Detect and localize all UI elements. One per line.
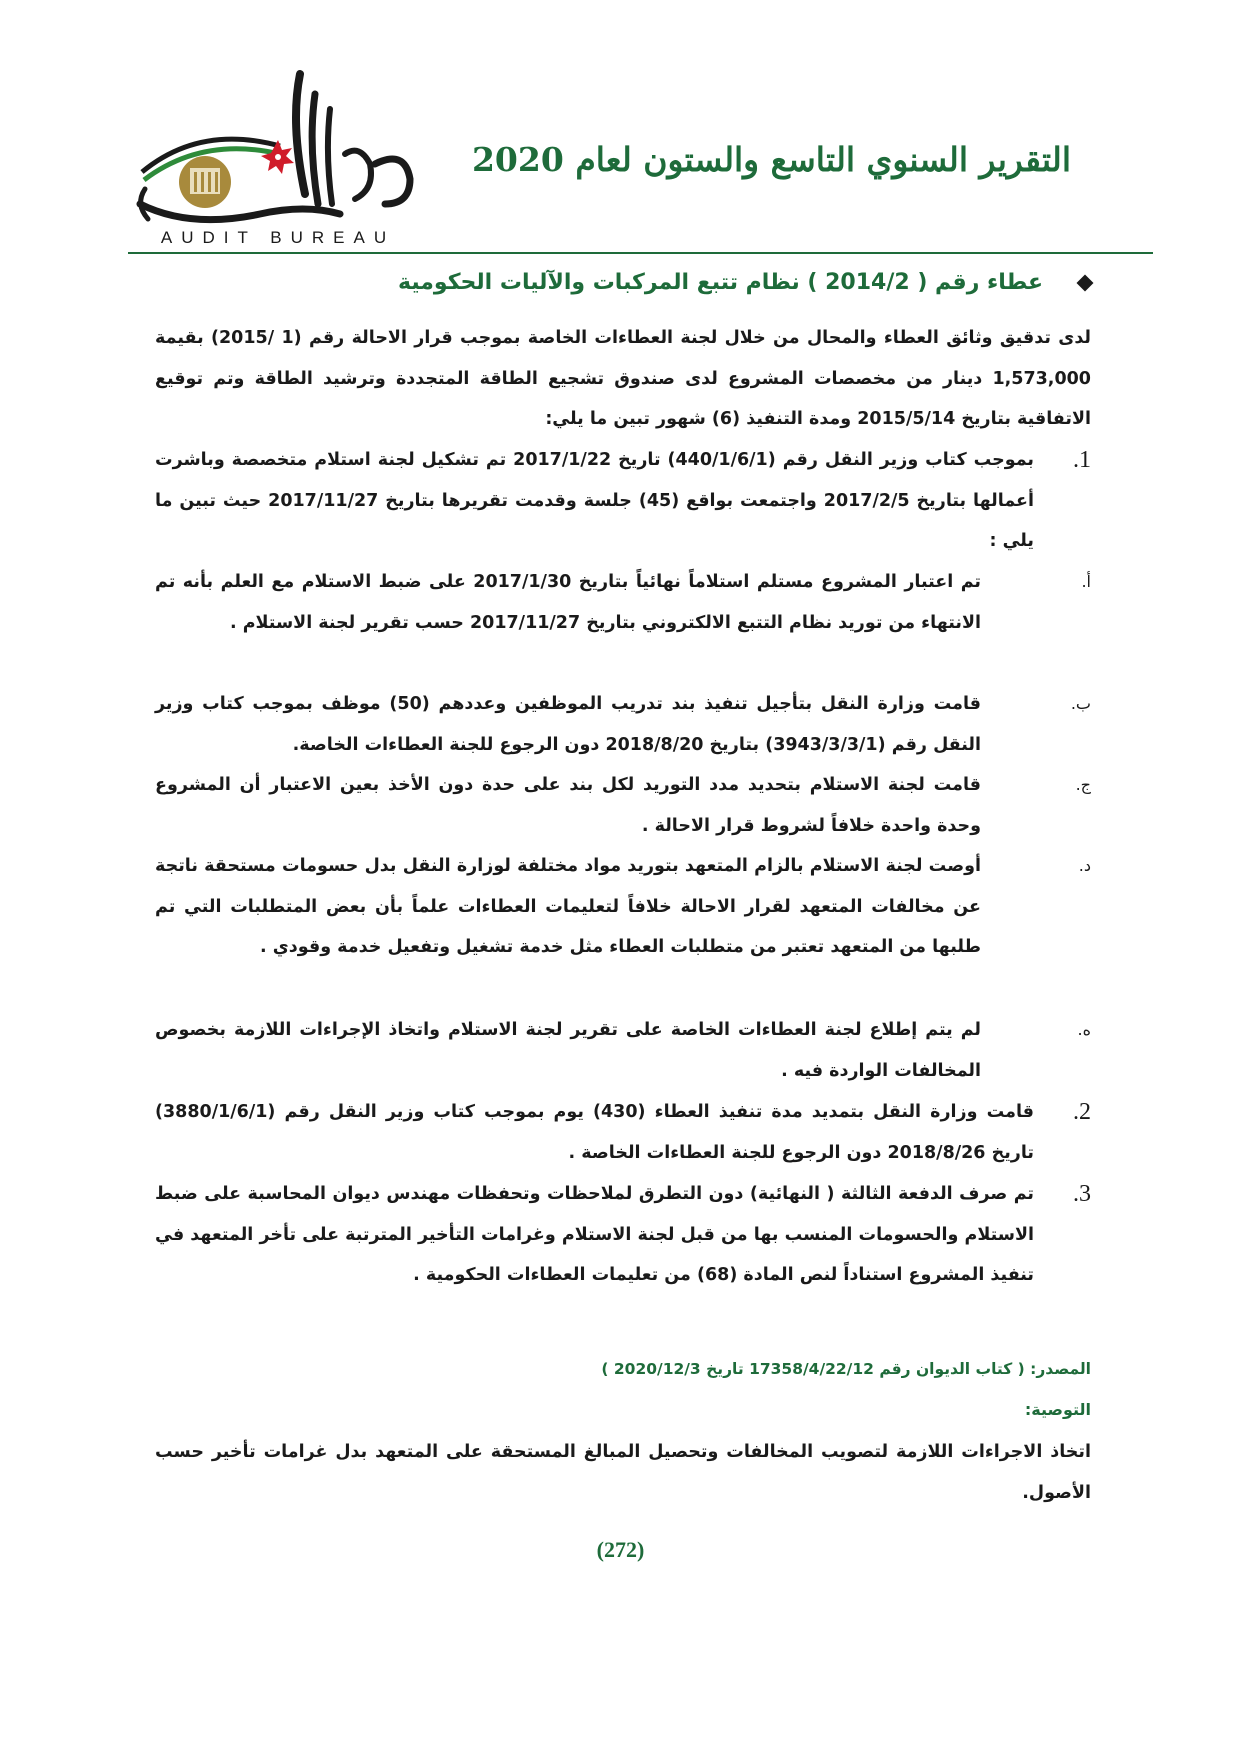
tender-heading: عطاء رقم ( 2014/2 ) نظام تتبع المركبات والآليات الحكومية xyxy=(397,270,1043,295)
sub-item-text: تم اعتبار المشروع مستلم استلاماً نهائياً بتاريخ 2017/1/30 على ضبط الاستلام مع العلم بأنه تم الانتهاء من توريد نظام التتبع الالكتروني بتاريخ 2017/11/27 حسب تقرير لجنة الاستلام . xyxy=(155,572,981,633)
item-text: بموجب كتاب وزير النقل رقم (440/1/6/1) تاريخ 2017/1/22 تم تشكيل لجنة استلام متخصصة وباشرت أعمالها بتاريخ 2017/2/5 واجتمعت بواقع (45) جلسة وقدمت تقريرها بتاريخ 2017/11/27 حيث تبين ما يلي : xyxy=(155,450,1035,551)
section-heading xyxy=(398,270,1091,295)
logo-caption: AUDIT BUREAU xyxy=(160,228,396,247)
source-reference: المصدر: ( كتاب الديوان رقم 17358/4/22/12 تاريخ 2020/12/3 ) xyxy=(601,1360,1091,1378)
diamond-bullet-icon xyxy=(1077,274,1094,291)
logo-emblem-icon xyxy=(130,64,420,254)
item-number: 2. xyxy=(1073,1099,1091,1125)
intro-paragraph xyxy=(155,318,1091,440)
header-divider xyxy=(128,252,1153,254)
finding-item-3 xyxy=(155,1174,1091,1296)
finding-item-2 xyxy=(155,1092,1091,1173)
report-title: التقرير السنوي التاسع والستون لعام 2020 xyxy=(471,140,1071,179)
recommendation-label: التوصية: xyxy=(1024,1400,1091,1419)
sub-item-letter: د. xyxy=(1078,856,1091,875)
item-text: تم صرف الدفعة الثالثة ( النهائية) دون التطرق لملاحظات وتحفظات مهندس ديوان المحاسبة على ضبط الاستلام والحسومات المنسب بها من قبل لجنة الاستلام وغرامات التأخير المترتبة على تأخر المتعهد في تنفيذ المشروع استناداً لنص المادة (68) من تعليمات العطاءات الحكومية . xyxy=(155,1184,1034,1285)
sub-item-letter: ب. xyxy=(1070,694,1091,713)
audit-bureau-logo xyxy=(130,64,420,254)
item-text: قامت وزارة النقل بتمديد مدة تنفيذ العطاء (430) يوم بموجب كتاب وزير النقل رقم (3880/1/6/1) تاريخ 2018/8/26 دون الرجوع للجنة العطاءات الخاصة . xyxy=(155,1102,1035,1163)
sub-item-b xyxy=(155,684,1091,765)
item-number: 3. xyxy=(1073,1181,1091,1207)
sub-item-e xyxy=(155,1010,1091,1091)
intro-text: لدى تدقيق وثائق العطاء والمحال من خلال لجنة العطاءات الخاصة بموجب قرار الاحالة رقم (1 /2015) بقيمة 1,573,000 دينار من مخصصات المشروع لدى صندوق تشجيع الطاقة المتجددة وترشيد الطاقة وتم توقيع الاتفاقية بتاريخ 2015/5/14 ومدة التنفيذ (6) شهور تبين ما يلي: xyxy=(155,328,1091,429)
recommendation-text: اتخاذ الاجراءات اللازمة لتصويب المخالفات وتحصيل المبالغ المستحقة على المتعهد بدل غرامات تأخير حسب الأصول. xyxy=(155,1442,1091,1503)
item-number: 1. xyxy=(1073,447,1091,473)
sub-item-text: أوصت لجنة الاستلام بالزام المتعهد بتوريد مواد مختلفة لوزارة النقل بدل حسومات مستحقة ناتجة عن مخالفات المتعهد لقرار الاحالة خلافاً لتعليمات العطاءات علماً بأن بعض المتطلبات التي تم طلبها من المتعهد تعتبر من متطلبات العطاء مثل خدمة تشغيل وتفعيل خدمة وقودي . xyxy=(155,856,981,957)
sub-item-c xyxy=(155,765,1091,846)
recommendation-paragraph xyxy=(155,1432,1091,1513)
sub-item-letter: أ. xyxy=(1081,572,1091,591)
sub-item-text: لم يتم إطلاع لجنة العطاءات الخاصة على تقرير لجنة الاستلام واتخاذ الإجراءات اللازمة بخصوص المخالفات الواردة فيه . xyxy=(155,1020,981,1081)
sub-item-d xyxy=(155,846,1091,968)
sub-item-letter: ه. xyxy=(1077,1020,1091,1039)
page-number: (272) xyxy=(596,1537,645,1562)
sub-item-a xyxy=(155,562,1091,643)
finding-item-1 xyxy=(155,440,1091,562)
sub-item-letter: ج. xyxy=(1075,775,1091,794)
sub-item-text: قامت لجنة الاستلام بتحديد مدد التوريد لكل بند على حدة دون الأخذ بعين الاعتبار أن المشروع وحدة واحدة خلافاً لشروط قرار الاحالة . xyxy=(155,775,981,836)
sub-item-text: قامت وزارة النقل بتأجيل تنفيذ بند تدريب الموظفين وعددهم (50) موظف بموجب كتاب وزير النقل رقم (3943/3/3/1) بتاريخ 2018/8/20 دون الرجوع للجنة العطاءات الخاصة. xyxy=(155,694,981,755)
